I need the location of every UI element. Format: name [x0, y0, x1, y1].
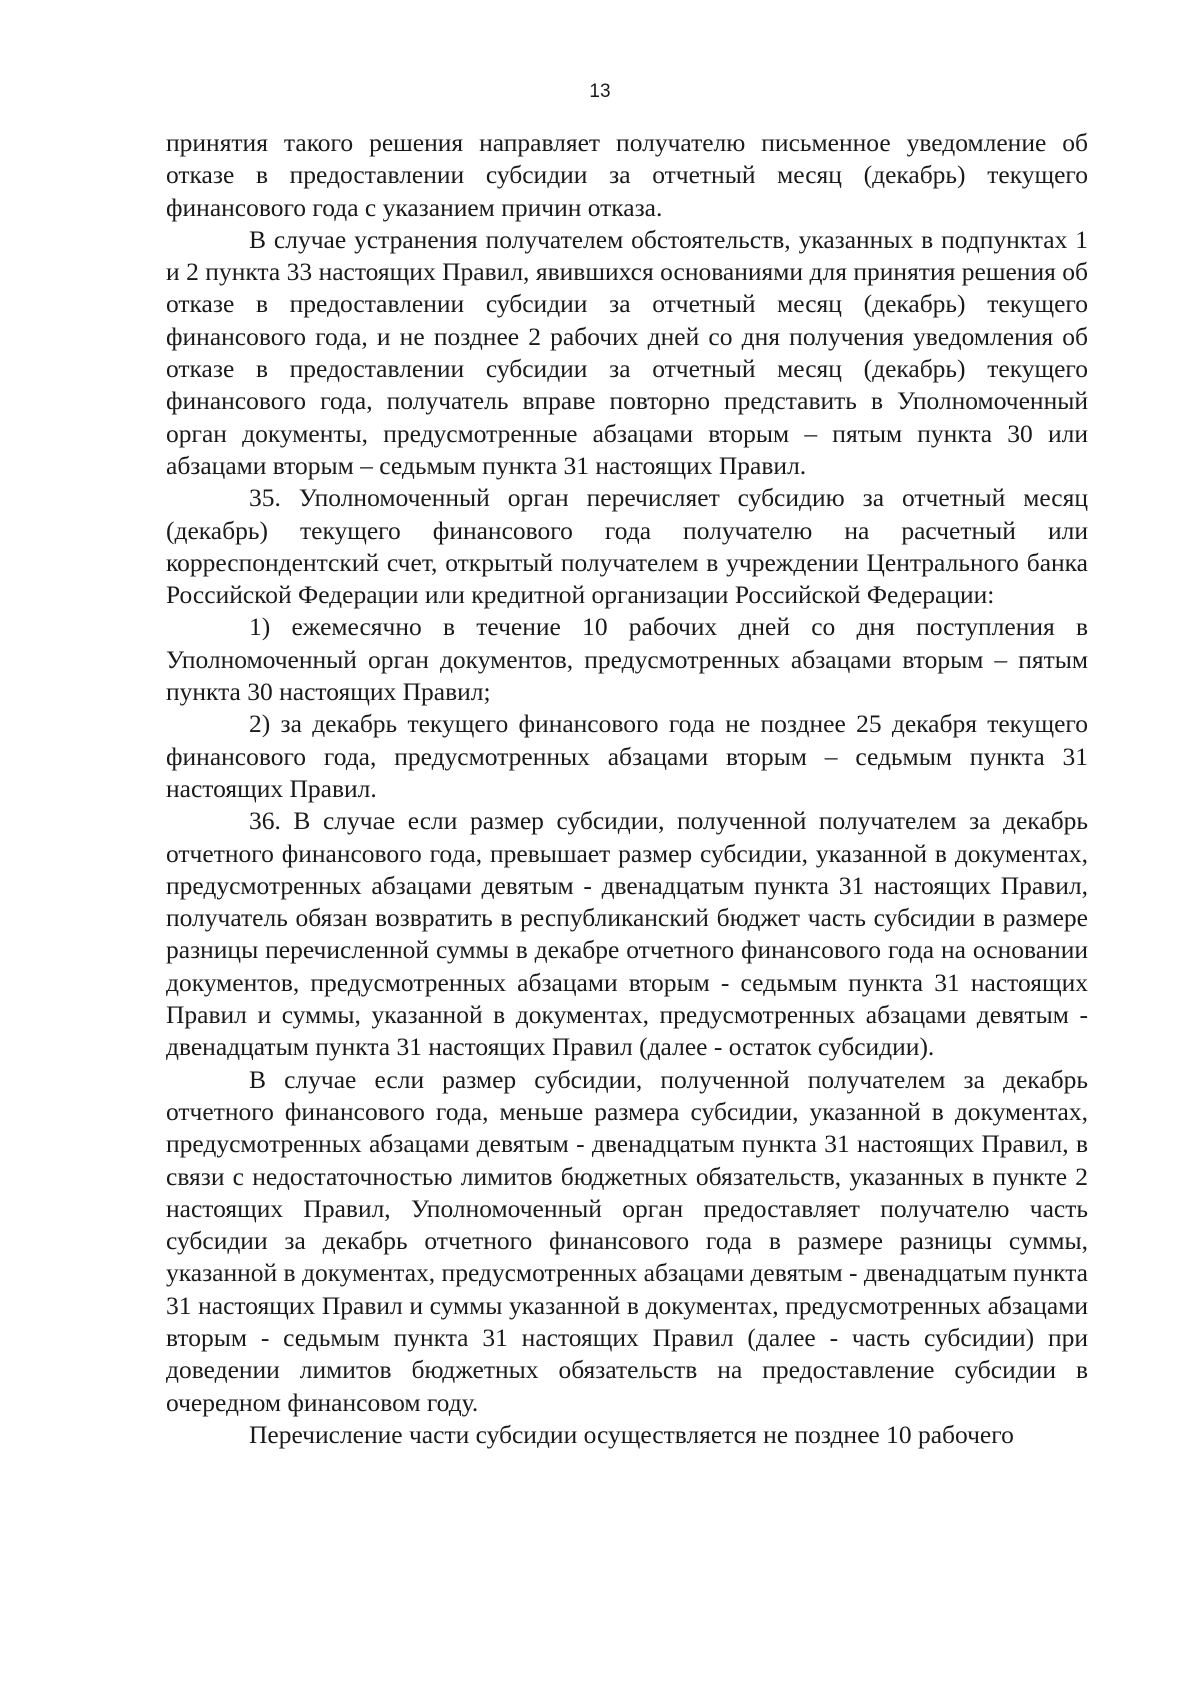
paragraph-35-item-1: 1) ежемесячно в течение 10 рабочих дней со дня поступления в Уполномоченный орган документов, предусмотренных абзацами вторым – пятым пункта 30 настоящих Правил;: [166, 612, 1088, 707]
paragraph-36-transfer: Перечисление части субсидии осуществляется не позднее 10 рабочего: [249, 1419, 1014, 1449]
paragraph-35-item-2: 2) за декабрь текущего финансового года не позднее 25 декабря текущего финансового года, предусмотренных абзацами вторым – седьмым пункта 31 настоящих Правил.: [166, 709, 1088, 803]
paragraph-35: 35. Уполномоченный орган перечисляет субсидию за отчетный месяц (декабрь) текущего финансового года получателю на расчетный или корреспондентский счет, открытый получателем в учреждении Центрального банка Российской Федерации или кредитной организации Российской Федерации:: [166, 483, 1088, 610]
page-number: 13: [589, 81, 611, 102]
paragraph-36: 36. В случае если размер субсидии, полученной получателем за декабрь отчетного финансового года, превышает размер субсидии, указанной в документах, предусмотренных абзацами девятым - двенадцатым пункта 31 настоящих Правил, получатель обязан возвратить в республиканский бюджет часть субсидии в размере разницы перечисленной суммы в декабре отчетного финансового года на основании документов, предусмотренных абзацами вторым - седьмым пункта 31 настоящих Правил и суммы, указанной в документах, предусмотренных абзацами девятым - двенадцатым пункта 31 настоящих Правил (далее - остаток субсидии).: [166, 806, 1088, 1062]
paragraph-36-shortfall: В случае если размер субсидии, полученной получателем за декабрь отчетного финансового года, меньше размера субсидии, указанной в документах, предусмотренных абзацами девятым - двенадцатым пункта 31 настоящих Правил, в связи с недостаточностью лимитов бюджетных обязательств, указанных в пункте 2 настоящих Правил, Уполномоченный орган предоставляет получателю часть субсидии за декабрь отчетного финансового года в размере разницы суммы, указанной в документах, предусмотренных абзацами девятым - двенадцатым пункта 31 настоящих Правил и суммы указанной в документах, предусмотренных абзацами вторым - седьмым пункта 31 настоящих Правил (далее - часть субсидии) при доведении лимитов бюджетных обязательств на предоставление субсидии в очередном финансовом году.: [166, 1064, 1088, 1417]
paragraph-continuation: принятия такого решения направляет получателю письменное уведомление об отказе в предоставлении субсидии за отчетный месяц (декабрь) текущего финансового года с указанием причин отказа.: [166, 128, 1088, 222]
document-body: [166, 127, 1088, 1451]
paragraph-resubmission: В случае устранения получателем обстоятельств, указанных в подпунктах 1 и 2 пункта 33 настоящих Правил, явившихся основаниями для принятия решения об отказе в предоставлении субсидии за отчетный месяц (декабрь) текущего финансового года, и не позднее 2 рабочих дней со дня получения уведомления об отказе в предоставлении субсидии за отчетный месяц (декабрь) текущего финансового года, получатель вправе повторно представить в Уполномоченный орган документы, предусмотренные абзацами вторым – пятым пункта 30 или абзацами вторым – седьмым пункта 31 настоящих Правил.: [166, 224, 1088, 480]
